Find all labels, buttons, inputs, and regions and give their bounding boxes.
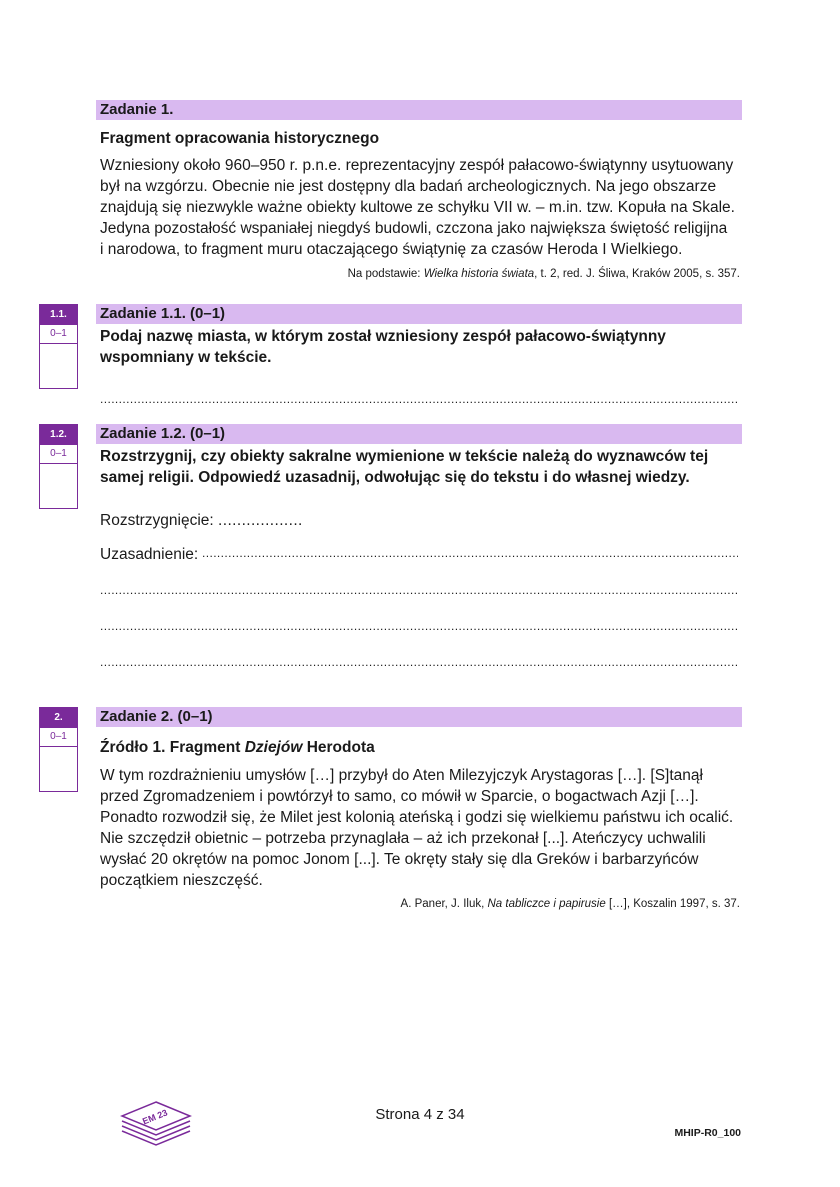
score-box-1-1 xyxy=(39,304,78,389)
score-box-1-2 xyxy=(39,424,78,509)
text-line: wysłać 20 okrętów na pomoc Jonom [...]. Te okręty stały się dla Greków i barbarzyńców xyxy=(100,851,699,868)
task-1-2-question xyxy=(100,446,708,488)
score-field[interactable] xyxy=(40,747,77,791)
source-suffix: , t. 2, red. J. Śliwa, Kraków 2005, s. 357. xyxy=(534,268,740,280)
text-line: przed Zgromadzeniem i powtórzył to samo, co mówił w Sparcie, o bogactwach Azji […]. xyxy=(100,788,699,805)
source-suffix: […], Koszalin 1997, s. 37. xyxy=(605,898,740,910)
task-1-text xyxy=(100,155,760,260)
score-task-number: 2. xyxy=(40,708,77,728)
text-line: i narodowa, to fragment muru otaczającego świątynię za czasów Heroda I Wielkiego. xyxy=(100,241,683,258)
decision-label: Rozstrzygnięcie: xyxy=(100,512,214,529)
score-points: 0–1 xyxy=(40,325,77,344)
score-field[interactable] xyxy=(40,344,77,388)
question-line: wspomniany w tekście. xyxy=(100,349,272,366)
justification-answer-line[interactable] xyxy=(202,546,738,560)
score-box-2 xyxy=(39,707,78,792)
task-1-1-question xyxy=(100,326,666,368)
task-1-1-header: Zadanie 1.1. (0–1) xyxy=(96,304,742,324)
task-1-2-header: Zadanie 1.2. (0–1) xyxy=(96,424,742,444)
score-task-number: 1.2. xyxy=(40,425,77,445)
source-title-suffix: Herodota xyxy=(302,739,375,756)
task-1-header: Zadanie 1. xyxy=(96,100,742,120)
page-number: Strona 4 z 34 xyxy=(375,1106,465,1123)
task-2-source-title xyxy=(100,737,375,758)
answer-line[interactable] xyxy=(100,655,738,669)
task-2-source xyxy=(100,898,740,910)
task-2-header: Zadanie 2. (0–1) xyxy=(96,707,742,727)
source-prefix: A. Paner, J. Iluk, xyxy=(400,898,488,910)
text-line: początkiem nieszczęść. xyxy=(100,872,263,889)
score-task-number: 1.1. xyxy=(40,305,77,325)
decision-row xyxy=(100,510,303,531)
answer-line[interactable] xyxy=(100,392,738,406)
source-prefix: Na podstawie: xyxy=(347,268,424,280)
task-1-source xyxy=(100,268,740,280)
text-line: znajdują się niezwykle ważne obiekty kultowe ze schyłku VII w. – m.in. tzw. Kopuła na Skale. xyxy=(100,199,735,216)
task-1-title: Fragment opracowania historycznego xyxy=(100,130,380,147)
text-line: Jedyna pozostałość wspaniałej niegdyś budowli, czczona jako największa świętość religijna xyxy=(100,220,728,237)
text-line: był na wzgórzu. Obecnie nie jest dostępny dla badań archeologicznych. Na jego obszarze xyxy=(100,178,717,195)
source-book-title: Na tabliczce i papirusie xyxy=(487,898,606,910)
text-line: W tym rozdrażnieniu umysłów […] przybył do Aten Milezyjczyk Arystagoras […]. [S]tanął xyxy=(100,767,703,784)
task-2-text xyxy=(100,765,760,891)
text-line: Wzniesiony około 960–950 r. p.n.e. reprezentacyjny zespół pałacowo-świątynny usytuowany xyxy=(100,157,734,174)
text-line: Ponadto rozwodził się, że Milet jest kolonią ateńską i godzi się wielkiemu państwu ich ocalić. xyxy=(100,809,734,826)
decision-answer-line[interactable]: .................. xyxy=(218,512,303,529)
justification-label: Uzasadnienie: xyxy=(100,546,199,563)
score-field[interactable] xyxy=(40,464,77,508)
text-line: Nie szczędził obietnic – potrzeba przynaglała – aż ich przekonał [...]. Ateńczycy uchwalili xyxy=(100,830,706,847)
source-title-italic: Dziejów xyxy=(244,739,303,756)
answer-line[interactable] xyxy=(100,583,738,597)
score-points: 0–1 xyxy=(40,728,77,747)
question-line: samej religii. Odpowiedź uzasadnij, odwołując się do tekstu i do własnej wiedzy. xyxy=(100,469,690,486)
document-code: MHIP-R0_100 xyxy=(674,1127,741,1139)
score-points: 0–1 xyxy=(40,445,77,464)
question-line: Podaj nazwę miasta, w którym został wzniesiony zespół pałacowo-świątynny xyxy=(100,328,666,345)
question-line: Rozstrzygnij, czy obiekty sakralne wymienione w tekście należą do wyznawców tej xyxy=(100,448,709,465)
answer-line[interactable] xyxy=(100,619,738,633)
source-title-prefix: Źródło 1. Fragment xyxy=(100,739,245,756)
logo-text: EM 23 xyxy=(141,1107,169,1127)
source-book-title: Wielka historia świata xyxy=(423,268,535,280)
